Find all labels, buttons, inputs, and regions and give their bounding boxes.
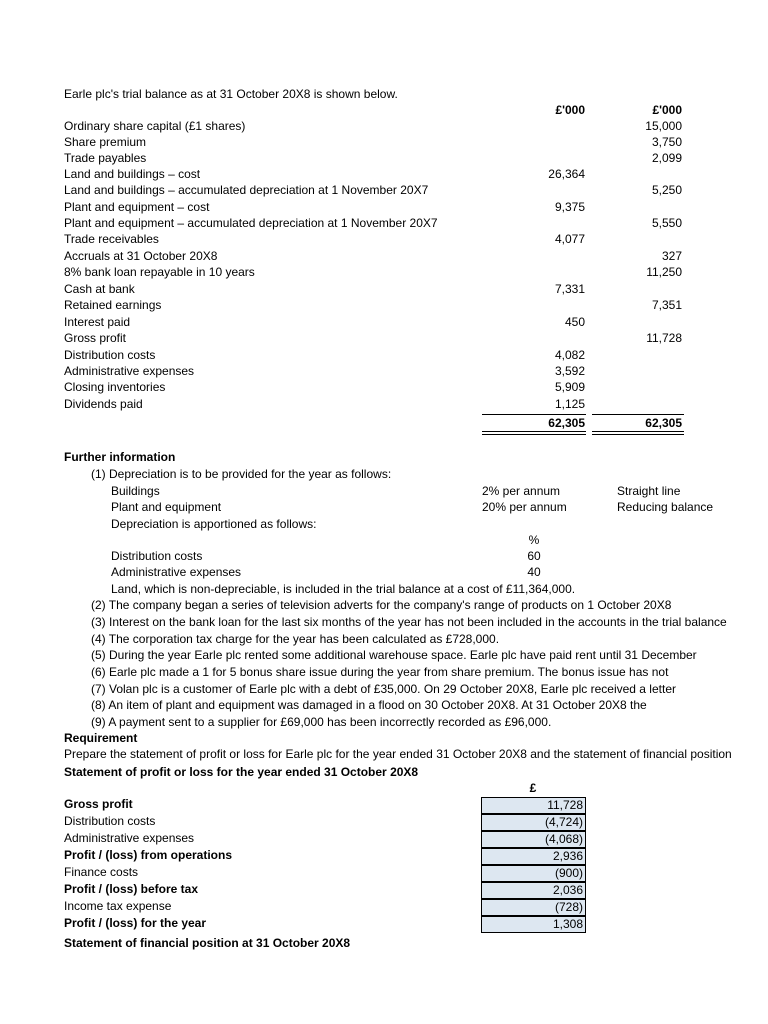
land-note: Land, which is non-depreciable, is included in the trial balance at a cost of £11,364,000. [111, 582, 576, 596]
buildings-method: Straight line [617, 484, 681, 498]
table-row [0, 119, 768, 135]
further-item-4: (4) The corporation tax charge for the year has been calculated as £728,000. [91, 632, 500, 646]
row-label: Closing inventories [64, 380, 166, 394]
debit-cell: 1,125 [554, 397, 585, 411]
credit-cell: 327 [661, 249, 682, 263]
row-label: Administrative expenses [64, 364, 195, 378]
table-row [0, 232, 768, 248]
row-label: Accruals at 31 October 20X8 [64, 249, 218, 263]
table-row [0, 298, 768, 314]
table-row [0, 348, 768, 364]
row-label: 8% bank loan repayable in 10 years [64, 265, 255, 279]
debit-total: 62,305 [548, 416, 585, 430]
intro-text: Earle plc's trial balance as at 31 October 20X8 is shown below. [64, 87, 398, 101]
table-row [0, 882, 768, 898]
plant-rate: 20% per annum [482, 500, 567, 514]
pl-value-cell[interactable]: 2,036 [481, 882, 586, 899]
dist-costs-percent: 60 [527, 549, 541, 563]
further-item-9: (9) A payment sent to a supplier for £69,000 has been incorrectly recorded as £96,000. [91, 715, 552, 729]
credit-cell: 3,750 [651, 135, 682, 149]
further-item-6: (6) Earle plc made a 1 for 5 bonus share issue during the year from share premium. The bonus issue has not [91, 665, 669, 679]
total-double-rule-credit-1 [592, 431, 684, 432]
apportioned-text: Depreciation is apportioned as follows: [111, 517, 317, 531]
table-row [0, 315, 768, 331]
pl-row-label: Profit / (loss) for the year [64, 916, 207, 930]
debit-cell: 450 [564, 315, 585, 329]
requirement-text: Prepare the statement of profit or loss for Earle plc for the year ended 31 October 20X8 and the statement of financial position [64, 747, 732, 761]
credit-cell: 11,250 [646, 265, 682, 279]
pl-heading: Statement of profit or loss for the year ended 31 October 20X8 [64, 765, 419, 779]
row-label: Share premium [64, 135, 147, 149]
pl-row-label: Gross profit [64, 797, 133, 811]
table-row [0, 200, 768, 216]
row-label: Land and buildings – accumulated depreciation at 1 November 20X7 [64, 183, 429, 197]
table-row [0, 899, 768, 915]
credit-cell: 5,250 [651, 183, 682, 197]
pl-row-label: Profit / (loss) before tax [64, 882, 199, 896]
further-item-3: (3) Interest on the bank loan for the last six months of the year has not been included in the accounts in the trial balance [91, 615, 727, 629]
row-label: Ordinary share capital (£1 shares) [64, 119, 246, 133]
further-info-heading: Further information [64, 450, 176, 464]
table-row [0, 183, 768, 199]
pl-row-label: Distribution costs [64, 814, 156, 828]
total-double-rule-debit-2 [482, 434, 586, 435]
table-row [0, 151, 768, 167]
sofp-heading: Statement of financial position at 31 October 20X8 [64, 936, 351, 950]
debit-cell: 4,082 [554, 348, 585, 362]
pl-value-cell[interactable]: (900) [481, 865, 586, 882]
table-row [0, 282, 768, 298]
row-label: Dividends paid [64, 397, 143, 411]
pl-value-cell[interactable]: 2,936 [481, 848, 586, 865]
debit-cell: 7,331 [554, 282, 585, 296]
row-label: Interest paid [64, 315, 131, 329]
debit-cell: 26,364 [548, 167, 585, 181]
table-row [0, 916, 768, 932]
credit-cell: 15,000 [645, 119, 682, 133]
pl-row-label: Finance costs [64, 865, 139, 879]
table-row [0, 135, 768, 151]
total-double-rule-debit-1 [482, 431, 586, 432]
pl-row-label: Income tax expense [64, 899, 172, 913]
credit-cell: 7,351 [651, 298, 682, 312]
table-row [0, 249, 768, 265]
row-label: Cash at bank [64, 282, 135, 296]
table-row [0, 167, 768, 183]
row-label: Land and buildings – cost [64, 167, 201, 181]
pl-value-cell[interactable]: 11,728 [481, 797, 586, 814]
credit-cell: 2,099 [651, 151, 682, 165]
table-row [0, 380, 768, 396]
credit-cell: 5,550 [651, 216, 682, 230]
table-row [0, 397, 768, 413]
debit-cell: 5,909 [554, 380, 585, 394]
further-item-1: (1) Depreciation is to be provided for the year as follows: [91, 467, 392, 481]
pl-row-label: Administrative expenses [64, 831, 195, 845]
row-label: Distribution costs [64, 348, 156, 362]
dist-costs-label: Distribution costs [111, 549, 203, 563]
debit-cell: 9,375 [554, 200, 585, 214]
table-row [0, 331, 768, 347]
debit-cell: 4,077 [554, 232, 585, 246]
row-label: Trade payables [64, 151, 147, 165]
pl-value-cell[interactable]: (4,724) [481, 814, 586, 831]
percent-header: % [528, 533, 540, 547]
pl-value-cell[interactable]: (4,068) [481, 831, 586, 848]
table-row [0, 814, 768, 830]
debit-column-header: £'000 [555, 103, 585, 117]
requirement-heading: Requirement [64, 731, 138, 745]
row-label: Retained earnings [64, 298, 162, 312]
table-row [0, 364, 768, 380]
plant-label: Plant and equipment [111, 500, 222, 514]
row-label: Plant and equipment – cost [64, 200, 210, 214]
table-row [0, 797, 768, 813]
plant-method: Reducing balance [617, 500, 714, 514]
table-row [0, 265, 768, 281]
credit-cell: 11,728 [646, 331, 682, 345]
row-label: Trade receivables [64, 232, 159, 246]
table-row [0, 216, 768, 232]
further-item-5: (5) During the year Earle plc rented some additional warehouse space. Earle plc have paid rent until 31 December [91, 648, 697, 662]
table-row [0, 848, 768, 864]
total-double-rule-credit-2 [592, 434, 684, 435]
further-item-2: (2) The company began a series of television adverts for the company's range of products on 1 October 20X8 [91, 598, 672, 612]
pl-value-cell[interactable]: (728) [481, 899, 586, 916]
pl-value-cell[interactable]: 1,308 [481, 916, 586, 933]
buildings-rate: 2% per annum [482, 484, 561, 498]
further-item-8: (8) An item of plant and equipment was damaged in a flood on 30 October 20X8. At 31 October 20X8 the [91, 698, 647, 712]
table-row [0, 865, 768, 881]
debit-cell: 3,592 [554, 364, 585, 378]
row-label: Plant and equipment – accumulated depreciation at 1 November 20X7 [64, 216, 438, 230]
credit-column-header: £'000 [652, 103, 682, 117]
credit-total: 62,305 [645, 416, 682, 430]
pl-currency-header: £ [529, 781, 537, 795]
admin-expenses-percent: 40 [527, 565, 541, 579]
row-label: Gross profit [64, 331, 127, 345]
table-row [0, 831, 768, 847]
pl-row-label: Profit / (loss) from operations [64, 848, 233, 862]
further-item-7: (7) Volan plc is a customer of Earle plc with a debt of £35,000. On 29 October 20X8, Earle plc received a letter [91, 682, 676, 696]
buildings-label: Buildings [111, 484, 160, 498]
admin-expenses-label: Administrative expenses [111, 565, 242, 579]
